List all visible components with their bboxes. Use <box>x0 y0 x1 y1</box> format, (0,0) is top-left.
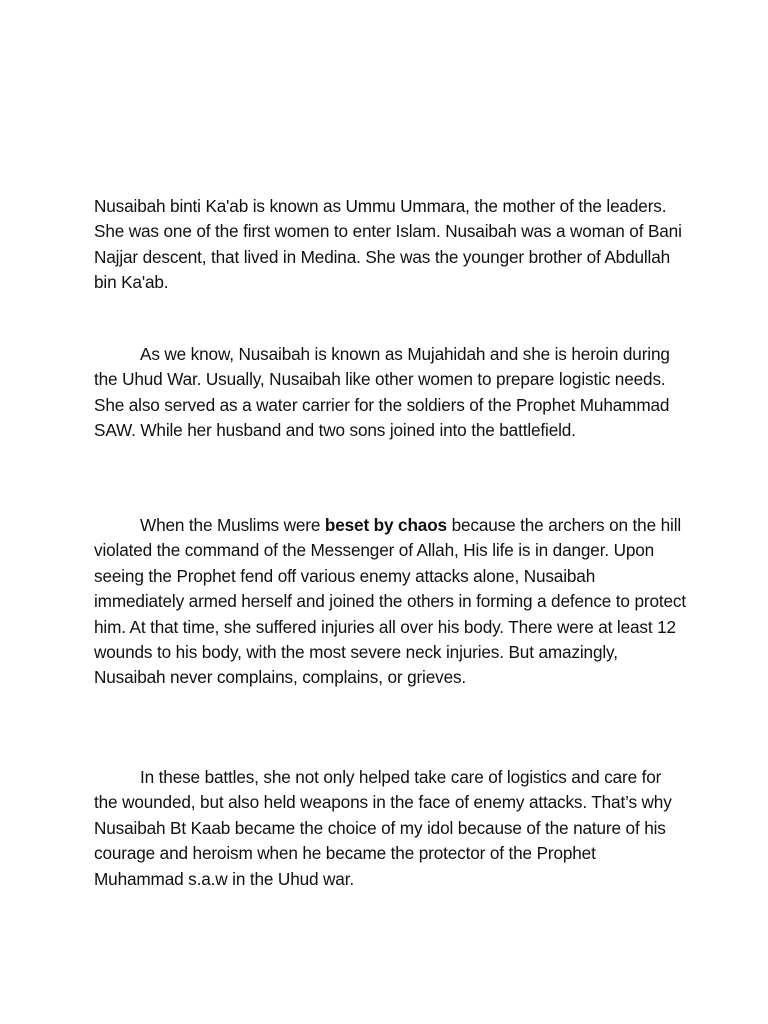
paragraph-conclusion: In these battles, she not only helped take care of logistics and care for the wounded, but also held weapons in the face of enemy attacks. That’s why Nusaibah Bt Kaab became the choice of my idol because of the nature of his courage and heroism when he became the protector of the Prophet Muhammad s.a.w in the Uhud war. <box>94 767 672 889</box>
paragraph-defence <box>94 513 686 691</box>
paragraph-intro: Nusaibah binti Ka'ab is known as Ummu Ummara, the mother of the leaders. She was one of the first women to enter Islam. Nusaibah was a woman of Bani Najjar descent, that lived in Medina. She was the younger brother of Abdullah bin Ka'ab. <box>94 196 682 293</box>
paragraph-uhud-role: As we know, Nusaibah is known as Mujahidah and she is heroin during the Uhud War. Usually, Nusaibah like other women to prepare logistic needs. She also served as a water carrier for the soldiers of the Prophet Muhammad SAW. While her husband and two sons joined into the battlefield. <box>94 344 670 441</box>
paragraph-defence-start: When the Muslims were <box>140 515 325 535</box>
bold-phrase: beset by chaos <box>324 515 447 535</box>
paragraph-defence-rest: because the archers on the hill violated the command of the Messenger of Allah, His life is in danger. Upon seeing the Prophet fend off various enemy attacks alone, Nusaibah immediately armed herself and joined the others in forming a defence to protect him. At that time, she suffered injuries all over his body. There were at least 12 wounds to his body, with the most severe neck injuries. But amazingly, Nusaibah never complains, complains, or grieves. <box>94 515 686 688</box>
